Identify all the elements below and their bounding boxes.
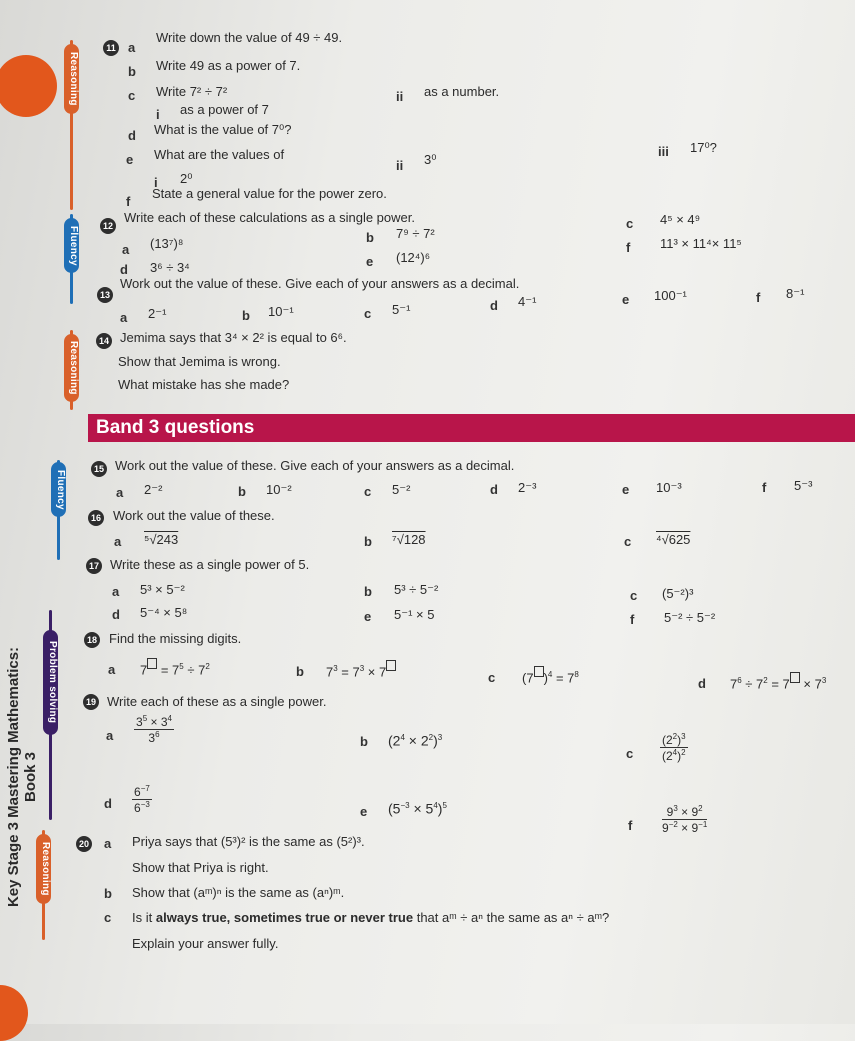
q20-b: Show that (aᵐ)ⁿ is the same as (aⁿ)ᵐ.: [132, 885, 345, 900]
part-label: f: [628, 818, 633, 833]
reasoning-tag-2: Reasoning: [64, 334, 79, 402]
q20-c-post: that aᵐ ÷ aⁿ the same as aⁿ ÷ aᵐ?: [416, 910, 610, 925]
part-label: i: [154, 175, 158, 190]
decorative-orange-corner: [0, 985, 28, 1041]
q14-line3: What mistake has she made?: [118, 377, 290, 392]
part-label: d: [128, 128, 136, 143]
q17-e: 5⁻¹ × 5: [394, 607, 435, 622]
question-number-19: 19: [83, 694, 99, 710]
part-label: e: [364, 609, 372, 624]
q11-c: Write 7² ÷ 7²: [156, 84, 228, 99]
part-label: b: [104, 886, 112, 901]
q12-b: 7⁹ ÷ 7²: [396, 226, 435, 241]
q16-c: ⁴√625: [656, 532, 691, 547]
missing-digit-box[interactable]: [386, 660, 396, 671]
fluency-tag-2: Fluency: [51, 462, 66, 517]
part-label: d: [112, 607, 120, 622]
part-label: e: [622, 482, 630, 497]
q16-b: ⁷√128: [392, 532, 426, 547]
q11-c-ii: as a number.: [424, 84, 500, 99]
q20-a-line1: Priya says that (5³)² is the same as (5²)³.: [132, 834, 365, 849]
q19-c-fraction: $\frac{(2^2)^3}{(2^4)^2}$: [662, 732, 686, 763]
q13-a: 2⁻¹: [148, 306, 167, 321]
q18-stem: Find the missing digits.: [109, 631, 242, 646]
part-label: iii: [658, 144, 669, 159]
part-label: c: [624, 534, 632, 549]
q19-e-expr: $(5^{-3} \times 5^4)^5$: [388, 800, 447, 817]
part-label: ii: [396, 158, 404, 173]
part-label: d: [698, 676, 706, 691]
part-label: c: [630, 588, 638, 603]
fluency-tag-1: Fluency: [64, 218, 79, 273]
part-label: ii: [396, 89, 404, 104]
missing-digit-box[interactable]: [534, 666, 544, 677]
reasoning-tag-1: Reasoning: [64, 44, 79, 114]
problem-solving-tag: Problem solving: [43, 630, 58, 735]
q15-f: 5⁻³: [794, 478, 813, 493]
q19-stem: Write each of these as a single power.: [107, 694, 327, 709]
q11-a: Write down the value of 49 ÷ 49.: [156, 30, 343, 45]
part-label: c: [488, 670, 496, 685]
question-number-17: 17: [86, 558, 102, 574]
q15-stem: Work out the value of these. Give each of your answers as a decimal.: [115, 458, 515, 473]
q20-c-pre: Is it: [132, 910, 153, 925]
part-label: a: [120, 310, 128, 325]
reasoning-tag-3: Reasoning: [36, 834, 51, 904]
q12-c: 4⁵ × 4⁹: [660, 212, 701, 227]
part-label: f: [762, 480, 767, 495]
q12-e: (12⁴)⁶: [396, 250, 431, 265]
missing-digit-box[interactable]: [147, 658, 157, 669]
part-label: b: [364, 534, 372, 549]
q19-a-fraction: $\frac{3^5 \times 3^4}{3^6}$: [136, 714, 172, 745]
q11-e: What are the values of: [154, 147, 285, 162]
part-label: c: [128, 88, 136, 103]
part-label: a: [112, 584, 120, 599]
part-label: a: [104, 836, 112, 851]
decorative-orange-circle: [0, 55, 57, 117]
q11-c-i: as a power of 7: [180, 102, 269, 117]
part-label: d: [104, 796, 112, 811]
part-label: d: [490, 482, 498, 497]
q14-line2: Show that Jemima is wrong.: [118, 354, 281, 369]
q17-a: 5³ × 5⁻²: [140, 582, 185, 597]
part-label: f: [756, 290, 761, 305]
q17-c: (5⁻²)³: [662, 586, 694, 601]
q15-c: 5⁻²: [392, 482, 411, 497]
q17-f: 5⁻² ÷ 5⁻²: [664, 610, 716, 625]
q11-d: What is the value of 7⁰?: [154, 122, 292, 137]
q16-stem: Work out the value of these.: [113, 508, 275, 523]
q17-b: 5³ ÷ 5⁻²: [394, 582, 439, 597]
part-label: f: [126, 194, 131, 209]
q13-b: 10⁻¹: [268, 304, 294, 319]
q12-stem: Write each of these calculations as a single power.: [124, 210, 415, 225]
missing-digit-box[interactable]: [790, 672, 800, 683]
q19-b-expr: $(2^4 \times 2^2)^3$: [388, 732, 443, 749]
part-label: d: [490, 298, 498, 313]
q18-a-expr: $7 = 7^5 \div 7^2$: [140, 658, 210, 678]
q17-stem: Write these as a single power of 5.: [110, 557, 310, 572]
part-label: i: [156, 107, 160, 122]
band-3-heading: Band 3 questions: [88, 414, 855, 442]
part-label: e: [360, 804, 368, 819]
q15-b: 10⁻²: [266, 482, 292, 497]
q13-c: 5⁻¹: [392, 302, 411, 317]
q18-d-expr: $7^6 \div 7^2 = 7 \times 7^3$: [730, 672, 826, 692]
part-label: b: [360, 734, 368, 749]
q11-e-i: 2⁰: [180, 171, 193, 186]
q20-c-bold: always true, sometimes true or never true: [155, 910, 414, 925]
q19-f-fraction: $\frac{9^3 \times 9^2}{9^{-2} \times 9^{-1}}$: [662, 804, 708, 835]
book-title: Key Stage 3 Mastering Mathematics: Book 3: [5, 646, 39, 908]
q15-e: 10⁻³: [656, 480, 682, 495]
part-label: c: [626, 216, 634, 231]
q11-f: State a general value for the power zero.: [152, 186, 387, 201]
q11-e-ii: 3⁰: [424, 152, 437, 167]
question-number-18: 18: [84, 632, 100, 648]
part-label: b: [238, 484, 246, 499]
q12-f: 11³ × 11⁴× 11⁵: [660, 236, 742, 251]
part-label: d: [120, 262, 128, 277]
part-label: f: [630, 612, 635, 627]
question-number-16: 16: [88, 510, 104, 526]
question-number-20: 20: [76, 836, 92, 852]
part-label: e: [126, 152, 134, 167]
q13-e: 100⁻¹: [654, 288, 687, 303]
q16-a: ⁵√243: [144, 532, 179, 547]
q13-f: 8⁻¹: [786, 286, 805, 301]
q12-a: (13⁷)⁸: [150, 236, 184, 251]
q20-a-line2: Show that Priya is right.: [132, 860, 269, 875]
q14-line1: Jemima says that 3⁴ × 2² is equal to 6⁶.: [120, 330, 347, 345]
part-label: c: [364, 484, 372, 499]
q15-a: 2⁻²: [144, 482, 163, 497]
q13-d: 4⁻¹: [518, 294, 537, 309]
part-label: a: [114, 534, 122, 549]
part-label: b: [128, 64, 136, 79]
question-number-15: 15: [91, 461, 107, 477]
question-number-14: 14: [96, 333, 112, 349]
q20-c: [132, 910, 609, 926]
part-label: f: [626, 240, 631, 255]
part-label: c: [104, 910, 112, 925]
q19-d-fraction: $\frac{6^{-7}}{6^{-3}}$: [134, 784, 150, 815]
q20-c-line2: Explain your answer fully.: [132, 936, 279, 951]
q18-c-expr: (7 )$^4 = 7^8$: [522, 666, 579, 686]
q11-e-iii: 17⁰?: [690, 140, 717, 155]
part-label: a: [106, 728, 114, 743]
q12-d: 3⁶ ÷ 3⁴: [150, 260, 190, 275]
q15-d: 2⁻³: [518, 480, 537, 495]
question-number-13: 13: [97, 287, 113, 303]
q18-b-expr: $7^3 = 7^3 \times 7$: [326, 660, 396, 680]
part-label: a: [122, 242, 130, 257]
question-number-11: 11: [103, 40, 119, 56]
q11-b: Write 49 as a power of 7.: [156, 58, 301, 73]
part-label: e: [366, 254, 374, 269]
part-label: b: [242, 308, 250, 323]
q17-d: 5⁻⁴ × 5⁸: [140, 605, 188, 620]
part-label: a: [116, 485, 124, 500]
part-label: a: [108, 662, 116, 677]
part-label: a: [128, 40, 136, 55]
part-label: e: [622, 292, 630, 307]
q13-stem: Work out the value of these. Give each of your answers as a decimal.: [120, 276, 520, 291]
part-label: c: [626, 746, 634, 761]
part-label: b: [364, 584, 372, 599]
question-number-12: 12: [100, 218, 116, 234]
part-label: c: [364, 306, 372, 321]
part-label: b: [366, 230, 374, 245]
part-label: b: [296, 664, 304, 679]
